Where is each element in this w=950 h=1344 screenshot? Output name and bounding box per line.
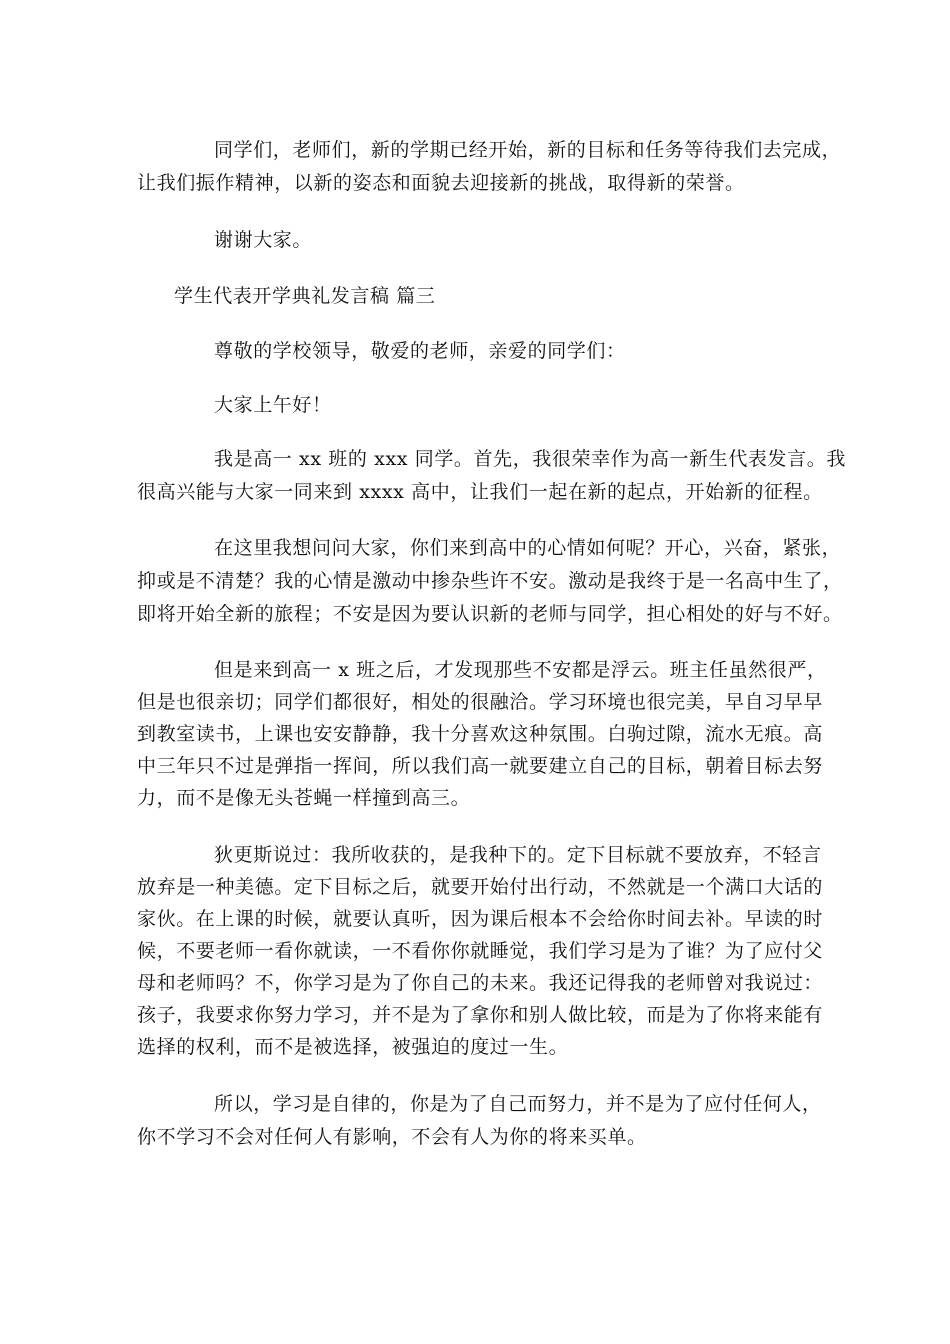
paragraph-10-line-2: 你不学习不会对任何人有影响，不会有人为你的将来买单。 xyxy=(137,1126,647,1148)
paragraph-1-line-1: 同学们，老师们，新的学期已经开始，新的目标和任务等待我们去完成， xyxy=(214,139,842,161)
paragraph-1-line-2: 让我们振作精神，以新的姿态和面貌去迎接新的挑战，取得新的荣誉。 xyxy=(137,172,745,194)
paragraph-6-line-2: 很高兴能与大家一同来到 xxxx 高中，让我们一起在新的起点，开始新的征程。 xyxy=(137,481,823,503)
paragraph-9-line-7: 选择的权利，而不是被选择，被强迫的度过一生。 xyxy=(137,1036,569,1058)
paragraph-9-line-6: 孩子，我要求你努力学习，并不是为了拿你和别人做比较，而是为了你将来能有 xyxy=(137,1004,824,1026)
paragraph-9-line-1: 狄更斯说过：我所收获的，是我种下的。定下目标就不要放弃，不轻言 xyxy=(214,844,822,866)
section-heading: 学生代表开学典礼发言稿 篇三 xyxy=(174,285,436,307)
paragraph-8-line-2: 但是也很亲切；同学们都很好，相处的很融洽。学习环境也很完美，早自习早早 xyxy=(137,691,824,713)
salutation: 尊敬的学校领导，敬爱的老师，亲爱的同学们： xyxy=(214,340,626,362)
paragraph-7-line-2: 抑或是不清楚？我的心情是激动中掺杂些许不安。激动是我终于是一名高中生了， xyxy=(137,570,843,592)
greeting: 大家上午好！ xyxy=(214,394,332,416)
paragraph-8-line-5: 力，而不是像无头苍蝇一样撞到高三。 xyxy=(137,787,471,809)
paragraph-8-line-3: 到教室读书，上课也安安静静，我十分喜欢这种氛围。白驹过隙，流水无痕。高 xyxy=(137,723,824,745)
paragraph-9-line-2: 放弃是一种美德。定下目标之后，就要开始付出行动，不然就是一个满口大话的 xyxy=(137,876,824,898)
paragraph-9-line-3: 家伙。在上课的时候，就要认真听，因为课后根本不会给你时间去补。早读的时 xyxy=(137,908,824,930)
paragraph-7-line-1: 在这里我想问问大家，你们来到高中的心情如何呢？开心，兴奋，紧张， xyxy=(214,537,842,559)
paragraph-10-line-1: 所以，学习是自律的，你是为了自己而努力，并不是为了应付任何人， xyxy=(214,1093,822,1115)
closing-thanks: 谢谢大家。 xyxy=(214,229,313,251)
paragraph-8-line-1: 但是来到高一 x 班之后，才发现那些不安都是浮云。班主任虽然很严， xyxy=(214,659,827,681)
paragraph-9-line-4: 候，不要老师一看你就读，一不看你你就睡觉，我们学习是为了谁？为了应付父 xyxy=(137,940,824,962)
paragraph-7-line-3: 即将开始全新的旅程；不安是因为要认识新的老师与同学，担心相处的好与不好。 xyxy=(137,603,843,625)
paragraph-9-line-5: 母和老师吗？不，你学习是为了你自己的未来。我还记得我的老师曾对我说过： xyxy=(137,972,824,994)
paragraph-8-line-4: 中三年只不过是弹指一挥间，所以我们高一就要建立自己的目标，朝着目标去努 xyxy=(137,755,824,777)
paragraph-6-line-1: 我是高一 xx 班的 xxx 同学。首先，我很荣幸作为高一新生代表发言。我 xyxy=(214,448,846,470)
